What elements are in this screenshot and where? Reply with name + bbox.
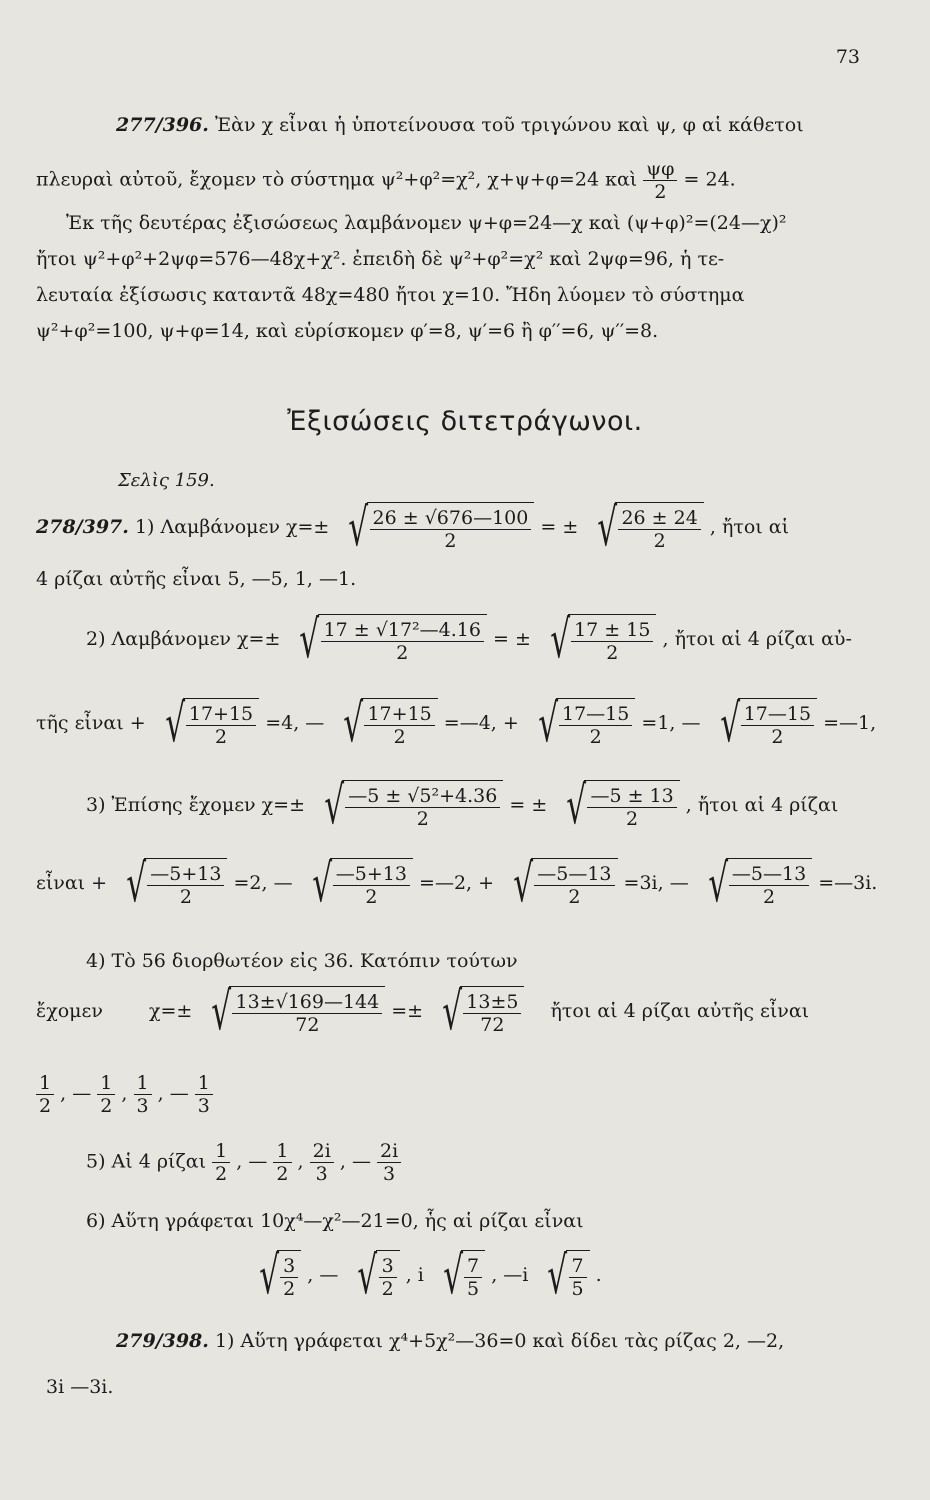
text: =4, — [265,712,325,734]
problem-277-line-6: ψ²+φ²=100, ψ+φ=14, καὶ εὑρίσκομεν φ′=8, ψ′=6 ἢ φ′′=6, ψ′′=8. [36,320,659,342]
fraction [377,1140,401,1185]
denominator: 2 [214,726,228,748]
numerator: —5 ± √5²+4.36 [345,785,500,808]
text: 5) Αἱ 4 ρίζαι [86,1150,207,1173]
sqrt: √ $\frac{—5+13}{2}$ [113,858,227,910]
text: =—3i. [818,872,878,894]
numerator: 1 [97,1072,115,1095]
text: 3) Ἐπίσης ἔχομεν χ=± [86,794,306,816]
numerator: 17+15 [364,703,434,726]
text: ἤτοι αἱ 4 ρίζαι αὐτῆς εἶναι [550,1000,810,1022]
numerator: ψφ [643,158,677,181]
sqrt: √ $\frac{26 \pm 24}{2}$ [584,502,704,554]
numerator: 13±√169—144 [232,991,382,1014]
denominator: 2 [365,886,378,908]
problem-ref: 279/398. [116,1330,209,1352]
numerator: 2i [377,1140,401,1163]
problem-279-line-2: 3i —3i. [46,1376,114,1398]
numerator: 13±5 [463,991,521,1014]
numerator: 1 [134,1072,152,1095]
sqrt: √ $\frac{13\pm√169—144}{72}$ [198,986,385,1038]
denominator: 3 [383,1163,396,1185]
numerator: 26 ± 24 [618,507,700,530]
text: ἔχομεν [36,1000,103,1022]
text: , ἤτοι αἱ 4 ρίζαι [685,794,839,816]
denominator: 2 [283,1278,296,1300]
denominator: 3 [136,1095,149,1117]
text: , — [307,1264,339,1286]
numerator: —5—13 [729,863,809,886]
problem-278-eq-4-roots [36,1072,213,1117]
denominator: 2 [100,1095,113,1117]
denominator: 2 [39,1095,52,1117]
text: 2) Λαμβάνομεν χ=± [86,628,281,650]
fraction [273,1140,291,1185]
sqrt: √ $\frac{17+15}{2}$ [152,698,259,750]
denominator: 2 [179,886,192,908]
denominator: 2 [416,808,429,830]
denominator: 2 [606,642,619,664]
sqrt: √ $\frac{\text{—5 ± √5²+4.36}}{2}$ [311,780,503,832]
fraction [310,1140,334,1185]
problem-278-eq-4 [36,982,810,1042]
sqrt: √ $\frac{17 \pm 15}{2}$ [537,614,657,666]
text: , — [236,1150,268,1173]
problem-277-line-5: λευταία ἐξίσωσις καταντᾶ 48χ=480 ἤτοι χ=10. Ἤδη λύομεν τὸ σύστημα [36,284,745,306]
denominator: 2 [626,808,639,830]
problem-277-line-1 [116,112,930,138]
sqrt: √ $\frac{7}{5}$ [430,1250,485,1302]
problem-277-line-3: Ἐκ τῆς δευτέρας ἐξισώσεως λαμβάνομεν ψ+φ=24—χ καὶ (ψ+φ)²=(24—χ)² [66,212,787,234]
numerator: —5—13 [534,863,614,886]
numerator: 2i [310,1140,334,1163]
sqrt: √ $\frac{17—15}{2}$ [525,698,636,750]
sqrt: √ $\frac{—5+13}{2}$ [299,858,413,910]
problem-278-eq-2 [86,610,852,670]
text: χ=± [148,1000,193,1022]
numerator: 3 [379,1255,397,1278]
text: εἶναι + [36,872,108,894]
numerator: 7 [569,1255,587,1278]
text: =± [391,1000,424,1022]
text: = ± [540,516,579,538]
text: = ± [509,794,548,816]
section-ref: Σελὶς 159. [118,470,215,491]
numerator: 26 ± √676—100 [370,507,532,530]
numerator: 1 [273,1140,291,1163]
problem-279-line-1 [116,1328,930,1354]
denominator: 2 [568,886,581,908]
text: Ἐὰν χ εἶναι ἡ ὑποτείνουσα τοῦ τριγώνου καὶ ψ, φ αἱ κάθετοι [214,114,804,136]
fraction [212,1140,230,1185]
problem-ref: 278/397. [36,516,129,538]
denominator: 3 [197,1095,210,1117]
denominator: 3 [315,1163,328,1185]
text: =2, — [233,872,293,894]
problem-278-eq-4-line-1: 4) Τὸ 56 διορθωτέον εἰς 36. Κατόπιν τούτων [86,950,518,972]
denominator: 2 [771,726,784,748]
problem-277-line-4: ἤτοι ψ²+φ²+2ψφ=576—48χ+χ². ἐπειδὴ δὲ ψ²+φ²=χ² καὶ 2ψφ=96, ἡ τε- [36,248,725,270]
text: 1) Λαμβάνομεν χ=± [134,516,330,538]
sqrt: √ $\frac{17+15}{2}$ [330,698,437,750]
text: , — [60,1082,92,1105]
problem-278-eq-3 [86,776,839,836]
numerator: 17—15 [559,703,632,726]
problem-278-eq-1-line-2: 4 ρίζαι αὐτῆς εἶναι 5, —5, 1, —1. [36,568,357,590]
problem-278-eq-5 [86,1140,401,1185]
numerator: 17 ± √17²—4.16 [321,619,484,642]
numerator: 17 ± 15 [571,619,653,642]
numerator: 7 [464,1255,482,1278]
text: , ἤτοι αἱ 4 ρίζαι αὐ- [662,628,852,650]
numerator: —5+13 [147,863,224,886]
fraction [643,158,677,203]
denominator: 2 [653,530,666,552]
numerator: 17+15 [186,703,256,726]
denominator: 2 [396,642,409,664]
numerator: —5+13 [333,863,410,886]
sqrt: √ $\frac{—5—13}{2}$ [695,858,812,910]
numerator: 3 [280,1255,298,1278]
text: = 24. [683,168,736,191]
sqrt: √ $\frac{13\pm 5}{72}$ [429,986,524,1038]
denominator: 2 [393,726,406,748]
sqrt: √ $\frac{26 \pm √676—100}{2}$ [335,502,534,554]
page-number: 73 [835,46,860,68]
sqrt: √ $\frac{17—15}{2}$ [707,698,818,750]
text: , [121,1082,128,1105]
text: =—2, + [419,872,495,894]
denominator: 2 [589,726,602,748]
denominator: 2 [444,530,457,552]
text: , — [157,1082,189,1105]
sqrt: √ $\frac{3}{2}$ [344,1250,399,1302]
denominator: 2 [381,1278,394,1300]
sqrt: √ $\frac{3}{2}$ [246,1250,301,1302]
text: . [595,1264,602,1286]
denominator: 5 [467,1278,480,1300]
problem-278-eq-6-roots [246,1246,602,1306]
denominator: 5 [571,1278,584,1300]
numerator: 1 [36,1072,54,1095]
text: = ± [493,628,531,650]
denominator: 2 [654,181,667,203]
fraction [134,1072,152,1117]
section-title: Ἐξισώσεις διτετράγωνοι. [287,406,643,437]
denominator: 72 [295,1014,320,1036]
text: , i [405,1264,424,1286]
sqrt: √ $\frac{\text{17 ± √17²—4.16}}{2}$ [286,614,487,666]
problem-277-line-2 [36,158,930,203]
fraction [97,1072,115,1117]
numerator: 1 [212,1140,230,1163]
sqrt: √ $\frac{7}{5}$ [534,1250,589,1302]
text: =—1, [823,712,877,734]
denominator: 2 [276,1163,289,1185]
text: , — [339,1150,371,1173]
fraction [195,1072,213,1117]
text: πλευραὶ αὐτοῦ, ἔχομεν τὸ σύστημα ψ²+φ²=χ², χ+ψ+φ=24 καὶ [36,168,638,191]
text: , ἤτοι αἱ [709,516,790,538]
problem-278-eq-1 [36,498,790,558]
text: 1) Αὕτη γράφεται χ⁴+5χ²—36=0 καὶ δίδει τὰς ρίζας 2, —2, [214,1330,785,1352]
problem-278-eq-3-roots [36,854,878,914]
problem-278-eq-2-roots [36,694,877,754]
numerator: 17—15 [741,703,814,726]
text: =—4, + [443,712,519,734]
denominator: 72 [480,1014,505,1036]
text: , [297,1150,304,1173]
text: , —i [491,1264,529,1286]
text: τῆς εἶναι + [36,712,146,734]
denominator: 2 [215,1163,228,1185]
sqrt: √ $\frac{—5—13}{2}$ [500,858,617,910]
numerator: 1 [195,1072,213,1095]
sqrt: √ $\frac{—5 \pm 13}{2}$ [553,780,679,832]
problem-278-eq-6-line-1: 6) Αὕτη γράφεται 10χ⁴—χ²—21=0, ἧς αἱ ρίζαι εἶναι [86,1210,584,1232]
denominator: 2 [762,886,776,908]
fraction [36,1072,54,1117]
text: =3i, — [623,872,689,894]
numerator: —5 ± 13 [587,785,676,808]
problem-ref: 277/396. [116,114,209,136]
text: =1, — [641,712,701,734]
